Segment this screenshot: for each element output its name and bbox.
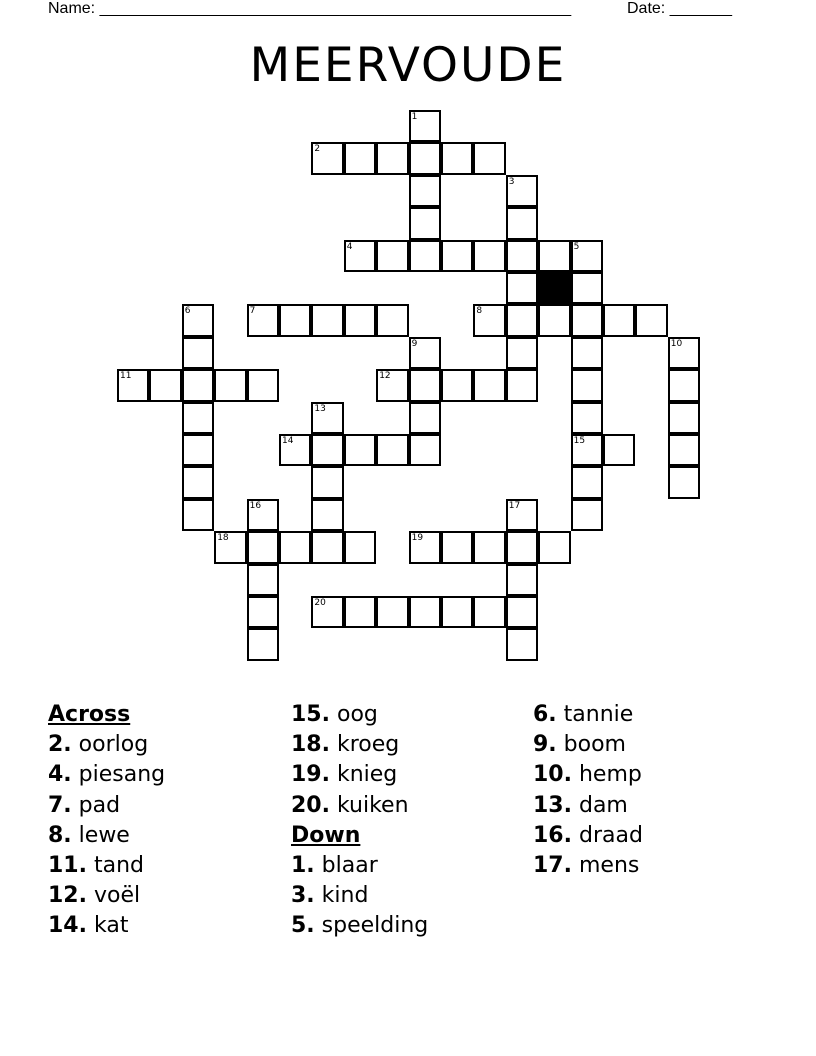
name-field-label: Name: _____________________________________________________	[48, 0, 572, 17]
clue-text: blaar	[314, 853, 378, 879]
cell-number: 14	[282, 436, 294, 446]
cell-number: 6	[184, 306, 191, 317]
clue-item	[48, 821, 288, 851]
grid-cell[interactable]	[506, 207, 538, 239]
grid-cell[interactable]	[214, 369, 246, 401]
grid-cell[interactable]	[344, 434, 376, 466]
grid-cell[interactable]	[376, 369, 408, 401]
grid-cell[interactable]	[473, 596, 505, 628]
cell-number: 8	[476, 306, 483, 317]
cell-number: 7	[249, 306, 256, 317]
clue-item	[291, 760, 531, 790]
grid-cell[interactable]	[344, 142, 376, 174]
clue-text: speelding	[314, 913, 429, 939]
cell-number: 11	[120, 371, 132, 382]
grid-cell[interactable]	[668, 466, 700, 498]
grid-cell[interactable]	[311, 402, 343, 434]
grid-cell[interactable]	[571, 272, 603, 304]
grid-cell[interactable]	[376, 304, 408, 336]
cell-number: 3	[508, 176, 515, 187]
clue-text: oog	[329, 702, 378, 727]
grid-cell[interactable]	[311, 434, 343, 466]
grid-cell[interactable]	[473, 304, 505, 336]
grid-cell[interactable]	[506, 531, 538, 563]
grid-cell[interactable]	[441, 240, 473, 272]
grid-cell[interactable]	[182, 337, 214, 369]
clue-item	[291, 791, 531, 821]
grid-cell[interactable]	[279, 304, 311, 336]
grid-cell[interactable]	[668, 434, 700, 466]
date-field-label: Date: _______	[627, 0, 732, 17]
cell-number: 16	[249, 500, 262, 511]
clue-text: mens	[571, 853, 640, 879]
clue-text: voël	[86, 883, 141, 909]
clue-text: tand	[86, 853, 144, 879]
cell-number: 2	[314, 144, 321, 155]
clue-text: dam	[571, 792, 628, 818]
grid-cell[interactable]	[344, 596, 376, 628]
grid-cell[interactable]	[571, 402, 603, 434]
grid-cell[interactable]	[376, 596, 408, 628]
grid-cell[interactable]	[409, 434, 441, 466]
blocked-cell	[538, 272, 570, 304]
clue-text: lewe	[71, 822, 130, 848]
grid-cell[interactable]	[571, 304, 603, 336]
grid-cell[interactable]	[409, 142, 441, 174]
clue-number: 4.	[48, 762, 72, 788]
clue-column-1	[48, 700, 288, 942]
grid-cell[interactable]	[311, 531, 343, 563]
clue-number: 14.	[48, 913, 87, 939]
grid-cell[interactable]	[603, 434, 635, 466]
grid-cell[interactable]	[571, 369, 603, 401]
grid-cell[interactable]	[538, 531, 570, 563]
clue-item	[533, 760, 773, 790]
clue-item	[533, 791, 773, 821]
grid-cell[interactable]	[182, 434, 214, 466]
grid-cell[interactable]	[247, 596, 279, 628]
grid-cell[interactable]	[409, 110, 441, 142]
grid-cell[interactable]	[376, 240, 408, 272]
grid-cell[interactable]	[279, 434, 311, 466]
clue-item	[48, 760, 288, 790]
grid-cell[interactable]	[506, 175, 538, 207]
grid-cell[interactable]	[473, 240, 505, 272]
grid-cell[interactable]	[409, 402, 441, 434]
clue-number: 17.	[533, 853, 572, 879]
clue-text: hemp	[571, 762, 642, 788]
cell-number: 9	[411, 338, 418, 349]
grid-cell[interactable]	[117, 369, 149, 401]
clue-item	[48, 881, 288, 911]
clue-number: 13.	[533, 792, 572, 818]
grid-cell[interactable]	[344, 531, 376, 563]
clue-item	[533, 821, 773, 851]
clue-item	[48, 911, 288, 941]
grid-cell[interactable]	[668, 369, 700, 401]
grid-cell[interactable]	[409, 175, 441, 207]
grid-cell[interactable]	[409, 240, 441, 272]
grid-cell[interactable]	[182, 499, 214, 531]
grid-cell[interactable]	[571, 434, 603, 466]
clue-text: piesang	[71, 762, 166, 788]
grid-cell[interactable]	[506, 337, 538, 369]
grid-cell[interactable]	[214, 531, 246, 563]
grid-cell[interactable]	[506, 369, 538, 401]
grid-cell[interactable]	[506, 596, 538, 628]
grid-cell[interactable]	[506, 304, 538, 336]
grid-cell[interactable]	[668, 402, 700, 434]
clue-number: 6.	[533, 702, 557, 727]
clue-text: kind	[314, 883, 369, 909]
grid-cell[interactable]	[506, 499, 538, 531]
grid-cell[interactable]	[473, 369, 505, 401]
clue-column-3	[533, 700, 773, 881]
grid-cell[interactable]	[473, 531, 505, 563]
clue-number: 12.	[48, 883, 87, 909]
clue-section-heading: Down	[291, 822, 361, 848]
grid-cell[interactable]	[247, 531, 279, 563]
clue-number: 19.	[291, 762, 330, 788]
clue-number: 20.	[291, 792, 330, 818]
clue-item	[291, 881, 531, 911]
cell-number: 10	[670, 338, 683, 349]
clue-item	[48, 730, 288, 760]
clue-item	[291, 851, 531, 881]
grid-cell[interactable]	[409, 596, 441, 628]
clue-number: 11.	[48, 853, 87, 879]
clue-number: 8.	[48, 822, 72, 848]
grid-cell[interactable]	[279, 531, 311, 563]
clue-text: draad	[571, 822, 643, 848]
clue-item	[48, 851, 288, 881]
grid-cell[interactable]	[635, 304, 667, 336]
grid-cell[interactable]	[149, 369, 181, 401]
grid-cell[interactable]	[311, 499, 343, 531]
clue-text: kroeg	[329, 732, 400, 758]
grid-cell[interactable]	[538, 304, 570, 336]
grid-cell[interactable]	[376, 434, 408, 466]
clue-number: 15.	[291, 702, 330, 727]
grid-cell[interactable]	[409, 369, 441, 401]
clue-text: boom	[556, 732, 626, 758]
cell-number: 20	[314, 598, 326, 608]
clue-number: 5.	[291, 913, 315, 939]
grid-cell[interactable]	[182, 402, 214, 434]
grid-cell[interactable]	[571, 499, 603, 531]
clue-number: 1.	[291, 853, 315, 879]
clue-number: 3.	[291, 883, 315, 909]
grid-cell[interactable]	[603, 304, 635, 336]
clue-text: oorlog	[71, 732, 149, 758]
grid-cell[interactable]	[571, 337, 603, 369]
grid-cell[interactable]	[441, 531, 473, 563]
clue-column-2	[291, 700, 531, 942]
cell-number: 19	[411, 533, 424, 544]
grid-cell[interactable]	[506, 628, 538, 660]
cell-number: 12	[379, 371, 391, 382]
clue-item	[533, 851, 773, 881]
grid-cell[interactable]	[182, 304, 214, 336]
grid-cell[interactable]	[247, 304, 279, 336]
clue-item	[533, 700, 773, 730]
clue-number: 18.	[291, 732, 330, 758]
clue-text: knieg	[329, 762, 398, 788]
grid-cell[interactable]	[182, 369, 214, 401]
cell-number: 1	[411, 112, 418, 122]
grid-cell[interactable]	[409, 337, 441, 369]
grid-cell[interactable]	[571, 240, 603, 272]
grid-cell[interactable]	[376, 142, 408, 174]
grid-cell[interactable]	[409, 207, 441, 239]
grid-cell[interactable]	[311, 142, 343, 174]
cell-number: 5	[573, 241, 580, 252]
clue-item	[533, 730, 773, 760]
grid-cell[interactable]	[311, 304, 343, 336]
grid-cell[interactable]	[441, 596, 473, 628]
grid-cell[interactable]	[344, 240, 376, 272]
clue-number: 2.	[48, 732, 72, 758]
clue-text: kuiken	[329, 792, 409, 818]
cell-number: 17	[508, 500, 521, 511]
grid-cell[interactable]	[311, 596, 343, 628]
page-title: MEERVOUDE	[249, 38, 567, 93]
clue-text: tannie	[556, 702, 634, 727]
clue-item	[291, 911, 531, 941]
grid-cell[interactable]	[473, 142, 505, 174]
clue-item	[291, 730, 531, 760]
clue-number: 16.	[533, 822, 572, 848]
grid-cell[interactable]	[247, 369, 279, 401]
clue-number: 9.	[533, 732, 557, 758]
clue-text: kat	[86, 913, 129, 939]
grid-cell[interactable]	[668, 337, 700, 369]
clue-item	[291, 700, 531, 730]
grid-cell[interactable]	[441, 369, 473, 401]
grid-cell[interactable]	[441, 142, 473, 174]
grid-cell[interactable]	[311, 466, 343, 498]
grid-cell[interactable]	[409, 531, 441, 563]
cell-number: 18	[217, 533, 229, 544]
clue-number: 7.	[48, 792, 72, 818]
grid-cell[interactable]	[506, 564, 538, 596]
grid-cell[interactable]	[247, 564, 279, 596]
grid-cell[interactable]	[247, 628, 279, 660]
clue-number: 10.	[533, 762, 572, 788]
grid-cell[interactable]	[344, 304, 376, 336]
clue-item	[48, 791, 288, 821]
grid-cell[interactable]	[247, 499, 279, 531]
clue-section-heading: Across	[48, 702, 131, 727]
grid-cell[interactable]	[506, 272, 538, 304]
clue-text: pad	[71, 792, 121, 818]
cell-number: 15	[573, 436, 586, 446]
cell-number: 4	[346, 241, 353, 252]
cell-number: 13	[314, 403, 326, 414]
grid-cell[interactable]	[571, 466, 603, 498]
grid-cell[interactable]	[506, 240, 538, 272]
grid-cell[interactable]	[538, 240, 570, 272]
grid-cell[interactable]	[182, 466, 214, 498]
